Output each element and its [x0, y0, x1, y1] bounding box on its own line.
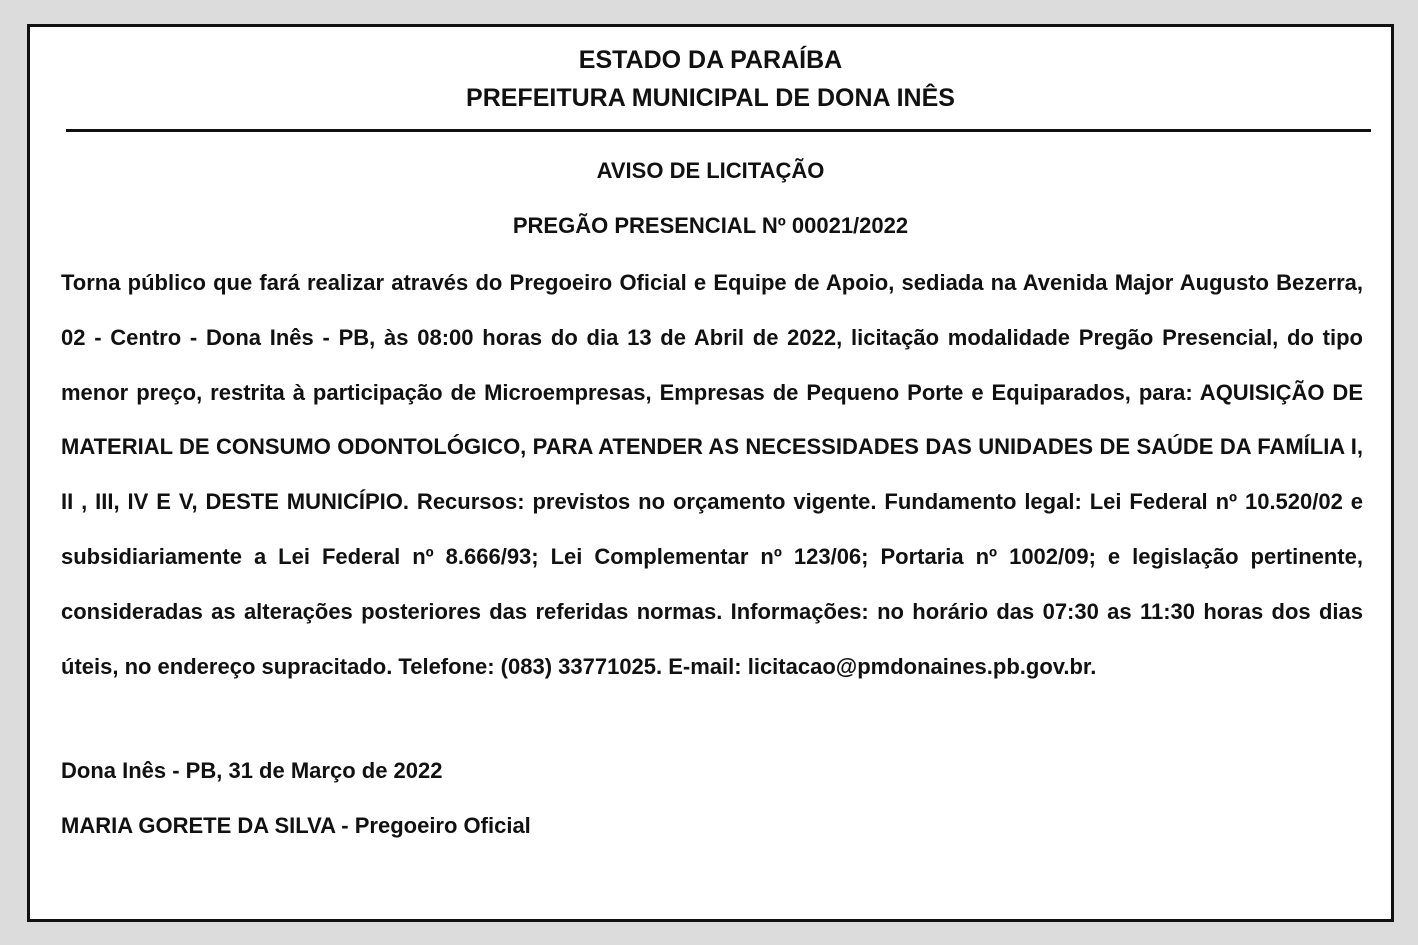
notice-title: AVISO DE LICITAÇÃO	[596, 158, 825, 183]
state-name: ESTADO DA PARAÍBA	[578, 46, 843, 74]
signature-line: MARIA GORETE DA SILVA - Pregoeiro Oficial	[61, 813, 531, 838]
municipality-name: PREFEITURA MUNICIPAL DE DONA INÊS	[466, 84, 955, 112]
notice-body: Torna público que fará realizar através do Pregoeiro Oficial e Equipe de Apoio, sediada na Avenida Major Augusto Bezerra, 02 - Centro - Dona Inês - PB, às 08:00 horas do dia 13 de Abril de 2022, licitação modalidade Pregão Presencial, do tipo menor preço, restrita à participação de Microempresas, Empresas de Pequeno Porte e Equiparados, para: AQUISIÇÃO DE MATERIAL DE CONSUMO ODONTOLÓGICO, PARA ATENDER AS NECESSIDADES DAS UNIDADES DE SAÚDE DA FAMÍLIA I, II , III, IV E V, DESTE MUNICÍPIO. Recursos: previstos no orçamento vigente. Fundamento legal: Lei Federal nº 10.520/02 e subsidiariamente a Lei Federal nº 8.666/93; Lei Complementar nº 123/06; Portaria nº 1002/09; e legislação pertinente, consideradas as alterações posteriores das referidas normas. Informações: no horário das 07:30 as 11:30 horas dos dias úteis, no endereço supracitado. Telefone: (083) 33771025. E-mail: licitacao@pmdonaines.pb.gov.br.	[61, 270, 1363, 679]
place-date: Dona Inês - PB, 31 de Março de 2022	[61, 758, 443, 783]
notice-header	[30, 41, 1391, 117]
notice-frame	[27, 24, 1394, 922]
header-divider	[66, 129, 1371, 132]
notice-subtitle: PREGÃO PRESENCIAL Nº 00021/2022	[512, 213, 909, 238]
